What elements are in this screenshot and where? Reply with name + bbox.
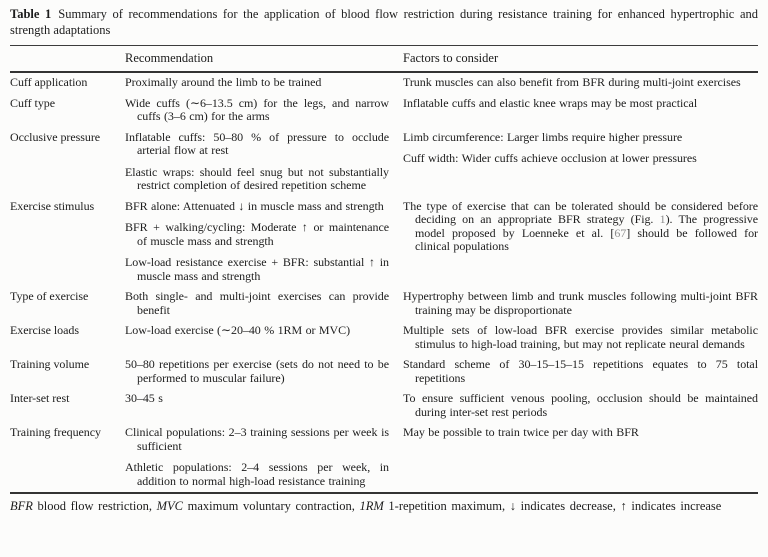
cell-paragraph [125, 131, 389, 158]
text-segment: Athletic populations: 2–4 sessions per week, in addition to normal high-load resistance training [125, 460, 389, 488]
text-segment: 1-repetition maximum, ↓ indicates decrease, ↑ indicates increase [383, 499, 722, 513]
table-row [10, 423, 758, 493]
text-segment: 1RM [359, 499, 384, 513]
row-label: Cuff type [10, 95, 55, 110]
row-label: Training volume [10, 357, 90, 371]
recommendation-cell [125, 197, 403, 288]
cell-paragraph [403, 392, 758, 419]
recommendation-cell [125, 128, 403, 197]
text-segment: BFR alone: Attenuated ↓ in muscle mass and strength [125, 198, 384, 213]
cell-paragraph [125, 392, 389, 406]
text-segment: blood flow restriction, [32, 499, 157, 513]
header-cell-recommendation: Recommendation [125, 46, 403, 73]
text-segment: Hypertrophy between limb and trunk muscles following multi-joint BFR training may be disproportionate [403, 289, 758, 317]
table-row [10, 321, 758, 355]
cell-paragraph [403, 76, 758, 90]
row-label: Occlusive pressure [10, 129, 101, 144]
text-segment: BFR [10, 499, 33, 513]
cell-paragraph [125, 97, 389, 124]
table-caption [10, 6, 758, 38]
text-segment: Low-load resistance exercise + BFR: substantial ↑ in muscle mass and strength [125, 255, 389, 283]
cell-paragraph [125, 221, 389, 248]
factors-cell [403, 423, 758, 493]
factors-cell [403, 94, 758, 128]
cell-paragraph [125, 461, 389, 488]
text-segment: The type of exercise that can be tolerated should be considered before deciding on an appropriate BFR strategy (Fig. [403, 198, 758, 226]
text-segment: Trunk muscles can also benefit from BFR during multi-joint exercises [403, 75, 741, 89]
table-row [10, 355, 758, 389]
table-row [10, 94, 758, 128]
recommendations-table [10, 45, 758, 494]
factors-cell [403, 287, 758, 321]
table-caption-text: Summary of recommendations for the application of blood flow restriction during resistance training for enhanced hypertrophic and strength adaptations [10, 7, 758, 37]
table-header [10, 46, 758, 73]
text-segment: Cuff width: Wider cuffs achieve occlusion at lower pressures [403, 151, 697, 165]
text-segment: Wide cuffs (∼6–13.5 cm) for the legs, and narrow cuffs (3–6 cm) for the arms [125, 95, 389, 123]
cell-paragraph [403, 200, 758, 254]
cell-paragraph [125, 166, 389, 193]
row-label: Exercise loads [10, 323, 79, 337]
cell-paragraph [125, 426, 389, 453]
text-segment: Low-load exercise (∼20–40 % 1RM or MVC) [125, 323, 351, 337]
table-caption-label: Table 1 [10, 7, 52, 21]
cell-paragraph [125, 358, 389, 385]
cell-paragraph [403, 358, 758, 385]
cell-paragraph [403, 290, 758, 317]
text-segment: Limb circumference: Larger limbs require higher pressure [403, 129, 683, 144]
row-label: Inter-set rest [10, 391, 70, 405]
text-segment: Clinical populations: 2–3 training sessions per week is sufficient [125, 425, 389, 453]
cell-paragraph [125, 256, 389, 283]
factors-cell [403, 128, 758, 197]
factors-cell [403, 321, 758, 355]
text-segment: ] should be followed for clinical populations [415, 225, 758, 253]
header-cell-factors: Factors to consider [403, 46, 758, 73]
cell-paragraph [125, 324, 389, 338]
text-segment: maximum voluntary contraction, [183, 499, 360, 513]
text-segment: Standard scheme of 30–15–15–15 repetitions equates to 75 total repetitions [403, 357, 758, 385]
recommendation-cell [125, 355, 403, 389]
table-row [10, 197, 758, 288]
row-label: Type of exercise [10, 289, 89, 303]
reference-link[interactable]: 67 [614, 225, 627, 240]
text-segment: 30–45 s [125, 391, 163, 405]
recommendation-cell [125, 287, 403, 321]
cell-paragraph [403, 131, 758, 145]
text-segment: MVC [156, 499, 184, 513]
text-segment: Inflatable cuffs and elastic knee wraps may be most practical [403, 95, 698, 110]
text-segment: Both single- and multi-joint exercises can provide benefit [125, 289, 389, 317]
recommendation-cell [125, 94, 403, 128]
cell-paragraph [125, 76, 389, 90]
text-segment: Inflatable cuffs: 50–80 % of pressure to occlude arterial flow at rest [125, 129, 389, 157]
text-segment: Proximally around the limb to be trained [125, 75, 322, 89]
cell-paragraph [125, 290, 389, 317]
table-header-row [10, 46, 758, 73]
text-segment: Multiple sets of low-load BFR exercise provides similar metabolic stimulus to high-load training, but may not replicate neural demands [403, 323, 758, 351]
table-row [10, 72, 758, 94]
table-body [10, 72, 758, 493]
row-label: Exercise stimulus [10, 198, 95, 213]
text-segment: Elastic wraps: should feel snug but not substantially restrict completion of desired repetition scheme [125, 164, 389, 192]
header-cell-empty [10, 46, 125, 73]
cell-paragraph [403, 97, 758, 111]
recommendation-cell [125, 321, 403, 355]
cell-paragraph [403, 426, 758, 440]
text-segment: To ensure sufficient venous pooling, occlusion should be maintained during inter-set rest periods [403, 391, 758, 419]
table-row [10, 287, 758, 321]
text-segment: 50–80 repetitions per exercise (sets do not need to be performed to muscular failure) [125, 357, 389, 385]
recommendation-cell [125, 72, 403, 94]
text-segment: May be possible to train twice per day with BFR [403, 425, 639, 439]
row-label: Training frequency [10, 425, 101, 439]
factors-cell [403, 197, 758, 288]
row-label: Cuff application [10, 75, 88, 89]
reference-link[interactable]: 1 [659, 212, 666, 226]
table-row [10, 389, 758, 423]
recommendation-cell [125, 389, 403, 423]
factors-cell [403, 389, 758, 423]
recommendation-cell [125, 423, 403, 493]
cell-paragraph [125, 200, 389, 214]
factors-cell [403, 72, 758, 94]
text-segment: BFR + walking/cycling: Moderate ↑ or maintenance of muscle mass and strength [125, 220, 389, 248]
table-footnote [10, 499, 758, 514]
cell-paragraph [403, 324, 758, 351]
text-segment: ). The progressive model proposed by Loenneke et al. [ [415, 212, 758, 240]
cell-paragraph [403, 152, 758, 166]
table-row [10, 128, 758, 197]
factors-cell [403, 355, 758, 389]
